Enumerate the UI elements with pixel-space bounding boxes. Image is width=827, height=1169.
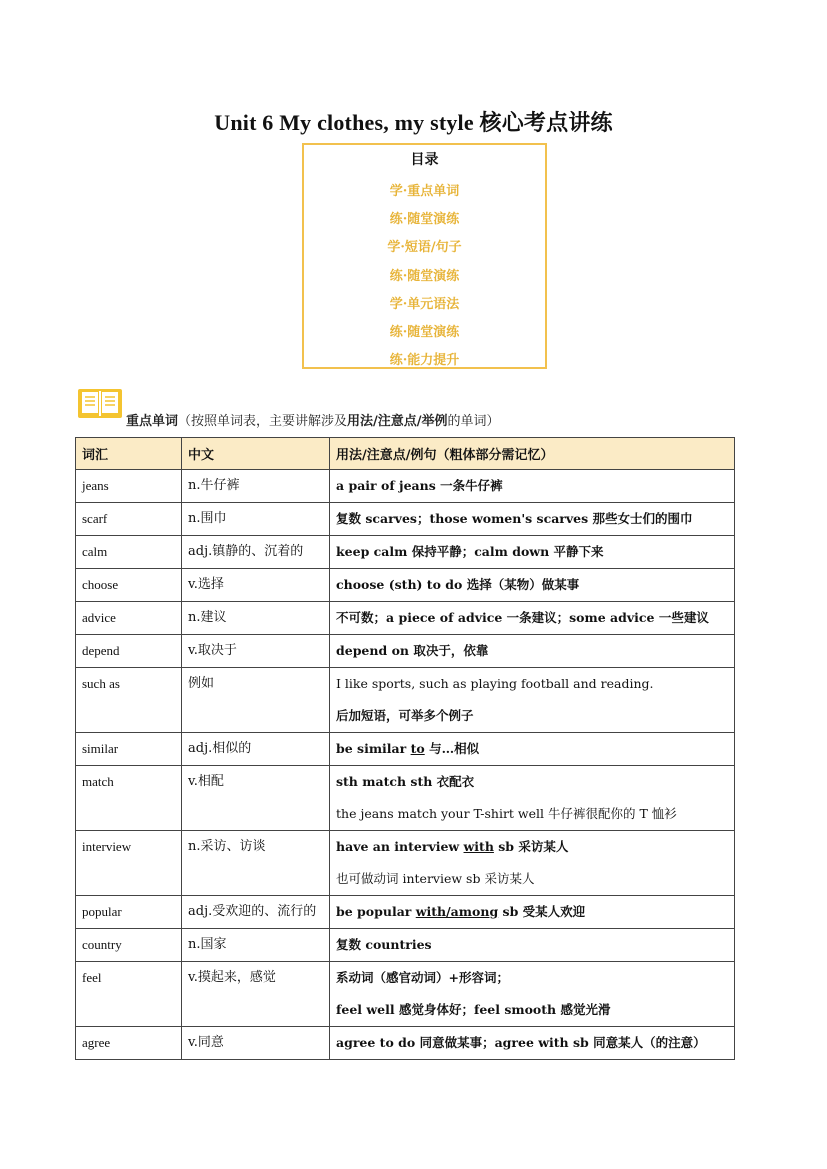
usage-cell (330, 602, 735, 635)
toc-item[interactable]: 学·短语/句子 (387, 240, 462, 256)
toc-item[interactable]: 练·能力提升 (389, 353, 460, 369)
usage-line: 后加短语，可举多个例子 (336, 708, 474, 723)
usage-line: depend on 取决于，依靠 (336, 643, 489, 658)
toc-item[interactable]: 练·随堂演练 (389, 212, 460, 228)
usage-cell (330, 536, 735, 569)
usage-line: 系动词（感官动词）+形容词； (336, 970, 509, 985)
usage-line: 不可数；a piece of advice 一条建议；some advice 一些建议 (336, 610, 709, 625)
word-cell: similar (76, 733, 182, 766)
usage-example: the jeans match your T-shirt well 牛仔裤很配你的 T 恤衫 (336, 806, 677, 821)
toc-item[interactable]: 练·随堂演练 (389, 268, 460, 284)
word-cell: country (76, 929, 182, 962)
column-header-word: 词汇 (76, 438, 182, 470)
section-heading (126, 410, 500, 429)
usage-cell (330, 668, 735, 733)
usage-line (336, 831, 728, 863)
usage-cell (330, 635, 735, 668)
word-cell: agree (76, 1027, 182, 1060)
underlined-preposition: to (410, 741, 425, 756)
usage-cell (330, 569, 735, 602)
usage-cell (330, 831, 735, 896)
word-cell: scarf (76, 503, 182, 536)
usage-cell (330, 503, 735, 536)
table-row (76, 668, 735, 733)
table-row (76, 766, 735, 831)
table-row (76, 602, 735, 635)
usage-text: sb 受某人欢迎 (498, 904, 586, 919)
usage-cell (330, 929, 735, 962)
usage-line: choose (sth) to do 选择（某物）做某事 (336, 577, 580, 592)
toc-heading: 目录 (410, 152, 439, 168)
table-row (76, 962, 735, 1027)
table-of-contents (302, 143, 547, 369)
usage-line: 复数 countries (336, 937, 432, 952)
underlined-preposition: with/among (415, 904, 499, 919)
usage-cell (330, 896, 735, 929)
usage-line: agree to do 同意做某事；agree with sb 同意某人（的注意） (336, 1035, 706, 1050)
meaning-cell: v.相配 (182, 766, 330, 831)
word-cell: interview (76, 831, 182, 896)
column-header-meaning: 中文 (182, 438, 330, 470)
usage-cell (330, 733, 735, 766)
word-cell: advice (76, 602, 182, 635)
column-header-usage: 用法/注意点/例句（粗体部分需记忆） (330, 438, 735, 470)
usage-line (336, 733, 728, 765)
usage-line: a pair of jeans 一条牛仔裤 (336, 478, 503, 493)
usage-text: 与…相似 (424, 741, 480, 756)
usage-text: sb 采访某人 (493, 839, 569, 854)
word-cell: match (76, 766, 182, 831)
meaning-cell: n.国家 (182, 929, 330, 962)
table-row (76, 831, 735, 896)
usage-example: I like sports, such as playing football and reading. (336, 676, 654, 691)
usage-line: 复数 scarves；those women's scarves 那些女士们的围巾 (336, 511, 693, 526)
meaning-cell: n.建议 (182, 602, 330, 635)
usage-line (336, 896, 728, 928)
word-cell: such as (76, 668, 182, 733)
meaning-cell: v.同意 (182, 1027, 330, 1060)
word-cell: popular (76, 896, 182, 929)
toc-item[interactable]: 练·随堂演练 (389, 324, 460, 340)
usage-cell (330, 470, 735, 503)
meaning-cell: adj.相似的 (182, 733, 330, 766)
table-row (76, 929, 735, 962)
meaning-cell: n.围巾 (182, 503, 330, 536)
table-row (76, 635, 735, 668)
meaning-cell: n.牛仔裤 (182, 470, 330, 503)
usage-line: keep calm 保持平静；calm down 平静下来 (336, 544, 604, 559)
usage-text: be popular (336, 904, 416, 919)
underlined-preposition: with (463, 839, 494, 854)
table-row (76, 1027, 735, 1060)
meaning-cell: 例如 (182, 668, 330, 733)
table-row (76, 536, 735, 569)
section-title: 重点单词 (126, 414, 179, 429)
word-cell: jeans (76, 470, 182, 503)
usage-text: be similar (336, 741, 411, 756)
meaning-cell: v.摸起来，感觉 (182, 962, 330, 1027)
usage-line: sth match sth 衣配衣 (336, 774, 475, 789)
word-cell: choose (76, 569, 182, 602)
word-cell: calm (76, 536, 182, 569)
meaning-cell: v.选择 (182, 569, 330, 602)
meaning-cell: n.采访、访谈 (182, 831, 330, 896)
section-note-pre: （按照单词表，主要讲解涉及 (178, 414, 348, 429)
usage-line: feel well 感觉身体好；feel smooth 感觉光滑 (336, 1002, 611, 1017)
meaning-cell: v.取决于 (182, 635, 330, 668)
usage-cell (330, 962, 735, 1027)
vocabulary-table (75, 437, 735, 1060)
section-note-post: 的单词） (447, 414, 500, 429)
meaning-cell: adj.镇静的、沉着的 (182, 536, 330, 569)
table-row (76, 470, 735, 503)
book-icon (77, 386, 123, 420)
table-row (76, 503, 735, 536)
word-cell: feel (76, 962, 182, 1027)
toc-item[interactable]: 学·重点单词 (389, 184, 460, 199)
toc-item[interactable]: 学·单元语法 (389, 296, 460, 312)
word-cell: depend (76, 635, 182, 668)
meaning-cell: adj.受欢迎的、流行的 (182, 896, 330, 929)
usage-text: have an interview (336, 839, 464, 854)
table-row (76, 733, 735, 766)
usage-example: 也可做动词 interview sb 采访某人 (336, 871, 535, 886)
usage-cell (330, 1027, 735, 1060)
section-note-bold: 用法/注意点/举例 (347, 414, 448, 429)
table-row (76, 569, 735, 602)
usage-cell (330, 766, 735, 831)
table-header-row (76, 438, 735, 470)
page-title: Unit 6 My clothes, my style 核心考点讲练 (214, 110, 613, 135)
table-row (76, 896, 735, 929)
